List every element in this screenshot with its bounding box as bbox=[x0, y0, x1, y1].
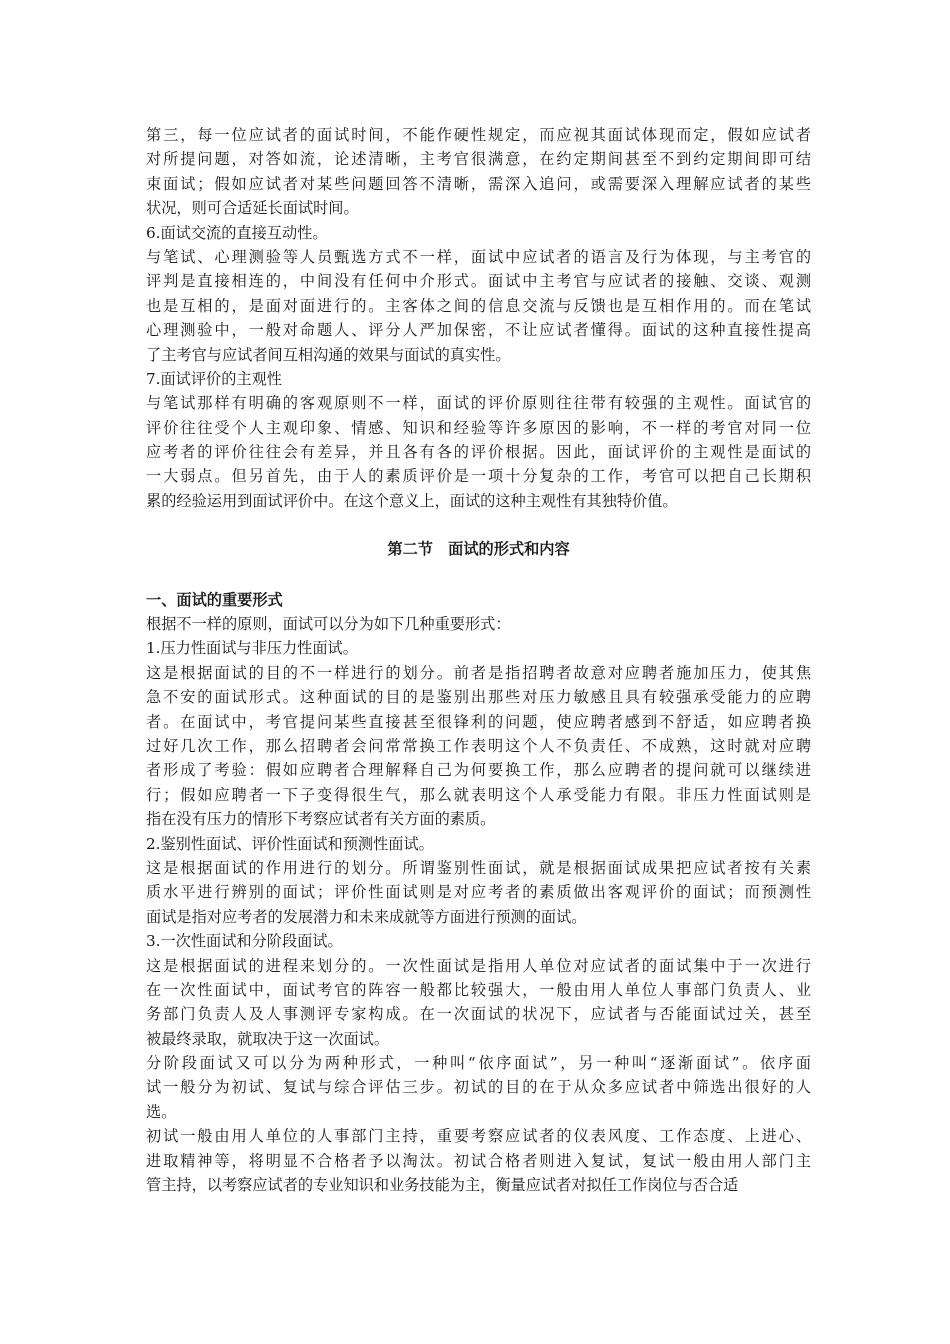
text-line: 7.面试评价的主观性 bbox=[146, 369, 282, 388]
text-line: 指在没有压力的情形下考察应试者有关方面的素质。 bbox=[146, 810, 496, 829]
text-line: 也是互相的，是面对面进行的。主客体之间的信息交流与反馈也是互相作用的。而在笔试 bbox=[146, 296, 811, 315]
subsection-heading: 一、面试的重要形式 bbox=[146, 590, 283, 609]
text-line: 根据不一样的原则，面试可以分为如下几种重要形式： bbox=[146, 615, 511, 634]
section-title: 第二节 面试的形式和内容 bbox=[387, 540, 570, 559]
paragraph bbox=[146, 367, 811, 391]
paragraph bbox=[146, 636, 811, 660]
text-line: 这是根据面试的进程来划分的。一次性面试是指用人单位对应试者的面试集中于一次进行 bbox=[146, 956, 811, 975]
text-line: 进取精神等，将明显不合格者予以淘汰。初试合格者则进入复试，复试一般由用人部门主 bbox=[146, 1151, 811, 1170]
paragraph bbox=[146, 245, 811, 367]
text-line: 者。在面试中，考官提问某些直接甚至很锋利的问题，使应聘者感到不舒适，如应聘者换 bbox=[146, 712, 811, 731]
text-line: 1.压力性面试与非压力性面试。 bbox=[146, 639, 358, 658]
text-line: 状况，则可合适延长面试时间。 bbox=[146, 199, 359, 218]
text-line: 务部门负责人及人事测评专家构成。在一次面试的状况下，应试者与否能面试过关，甚至 bbox=[146, 1005, 811, 1024]
text-line: 了主考官与应试者间互相沟通的效果与面试的真实性。 bbox=[146, 345, 511, 364]
text-line: 被最终录取，就取决于这一次面试。 bbox=[146, 1029, 389, 1048]
paragraph bbox=[146, 1124, 811, 1197]
text-line: 与笔试那样有明确的客观原则不一样，面试的评价原则往往带有较强的主观性。面试官的 bbox=[146, 394, 811, 413]
paragraph bbox=[146, 221, 811, 245]
text-line: 在一次性面试中，面试考官的阵容一般都比较强大，一般由用人单位人事部门负责人、业 bbox=[146, 980, 811, 999]
text-line: 6.面试交流的直接互动性。 bbox=[146, 223, 328, 242]
paragraph bbox=[146, 123, 811, 221]
paragraph bbox=[146, 612, 811, 636]
text-line: 质水平进行辨别的面试；评价性面试则是对应考者的素质做出客观评价的面试；而预测性 bbox=[146, 883, 811, 902]
text-line: 初试一般由用人单位的人事部门主持，重要考察应试者的仪表风度、工作态度、上进心、 bbox=[146, 1127, 811, 1146]
text-line: 这是根据面试的作用进行的划分。所谓鉴别性面试，就是根据面试成果把应试者按有关素 bbox=[146, 858, 811, 877]
text-line: 者形成了考验：假如应聘者合理解释自己为何要换工作，那么应聘者的提问就可以继续进 bbox=[146, 761, 811, 780]
text-line: 分阶段面试又可以分为两种形式，一种叫“依序面试”，另一种叫“逐渐面试”。依序面 bbox=[146, 1054, 811, 1073]
text-line: 一大弱点。但另首先，由于人的素质评价是一项十分复杂的工作，考官可以把自己长期积 bbox=[146, 467, 811, 486]
paragraph bbox=[146, 661, 811, 832]
paragraph bbox=[146, 954, 811, 1052]
text-line: 束面试；假如应试者对某些问题回答不清晰，需深入追问，或需要深入理解应试者的某些 bbox=[146, 174, 811, 193]
text-line: 应考者的评价往往会有差异，并且各有各的评价根据。因此，面试评价的主观性是面试的 bbox=[146, 443, 811, 462]
text-line: 心理测验中，一般对命题人、评分人严加保密，不让应试者懂得。面试的这种直接性提高 bbox=[146, 321, 811, 340]
text-line: 急不安的面试形式。这种面试的目的是鉴别出那些对压力敏感且具有较强承受能力的应聘 bbox=[146, 688, 811, 707]
paragraph bbox=[146, 856, 811, 929]
text-line: 评价往往受个人主观印象、情感、知识和经验等许多原因的影响，不一样的考官对同一位 bbox=[146, 418, 811, 437]
document-body bbox=[146, 123, 811, 1197]
paragraph bbox=[146, 1051, 811, 1124]
text-line: 累的经验运用到面试评价中。在这个意义上，面试的这种主观性有其独特价值。 bbox=[146, 491, 678, 510]
text-line: 试一般分为初试、复试与综合评估三步。初试的目的在于从众多应试者中筛选出很好的人 bbox=[146, 1078, 811, 1097]
text-line: 选。 bbox=[146, 1102, 177, 1121]
text-line: 2.鉴别性面试、评价性面试和预测性面试。 bbox=[146, 834, 434, 853]
text-line: 这是根据面试的目的不一样进行的划分。前者是指招聘者故意对应聘者施加压力，使其焦 bbox=[146, 663, 811, 682]
paragraph bbox=[146, 832, 811, 856]
text-line: 与笔试、心理测验等人员甄选方式不一样，面试中应试者的语言及行为体现，与主考官的 bbox=[146, 247, 811, 266]
paragraph bbox=[146, 391, 811, 513]
text-line: 行；假如应聘者一下子变得很生气，那么就表明这个人承受能力有限。非压力性面试则是 bbox=[146, 785, 811, 804]
text-line: 第三，每一位应试者的面试时间，不能作硬性规定，而应视其面试体现而定，假如应试者 bbox=[146, 126, 811, 144]
text-line: 面试是指对应考者的发展潜力和未来成就等方面进行预测的面试。 bbox=[146, 907, 587, 926]
paragraph bbox=[146, 929, 811, 953]
text-line: 3.一次性面试和分阶段面试。 bbox=[146, 932, 343, 951]
text-line: 管主持，以考察应试者的专业知识和业务技能为主，衡量应试者对拟任工作岗位与否合适 bbox=[146, 1176, 739, 1195]
text-line: 过好几次工作，那么招聘者会问常常换工作表明这个人不负责任、不成熟，这时就对应聘 bbox=[146, 736, 811, 755]
text-line: 评判是直接相连的，中间没有任何中介形式。面试中主考官与应试者的接触、交谈、观测 bbox=[146, 272, 811, 291]
text-line: 对所提问题，对答如流，论述清晰，主考官很满意，在约定期间甚至不到约定期间即可结 bbox=[146, 150, 811, 169]
